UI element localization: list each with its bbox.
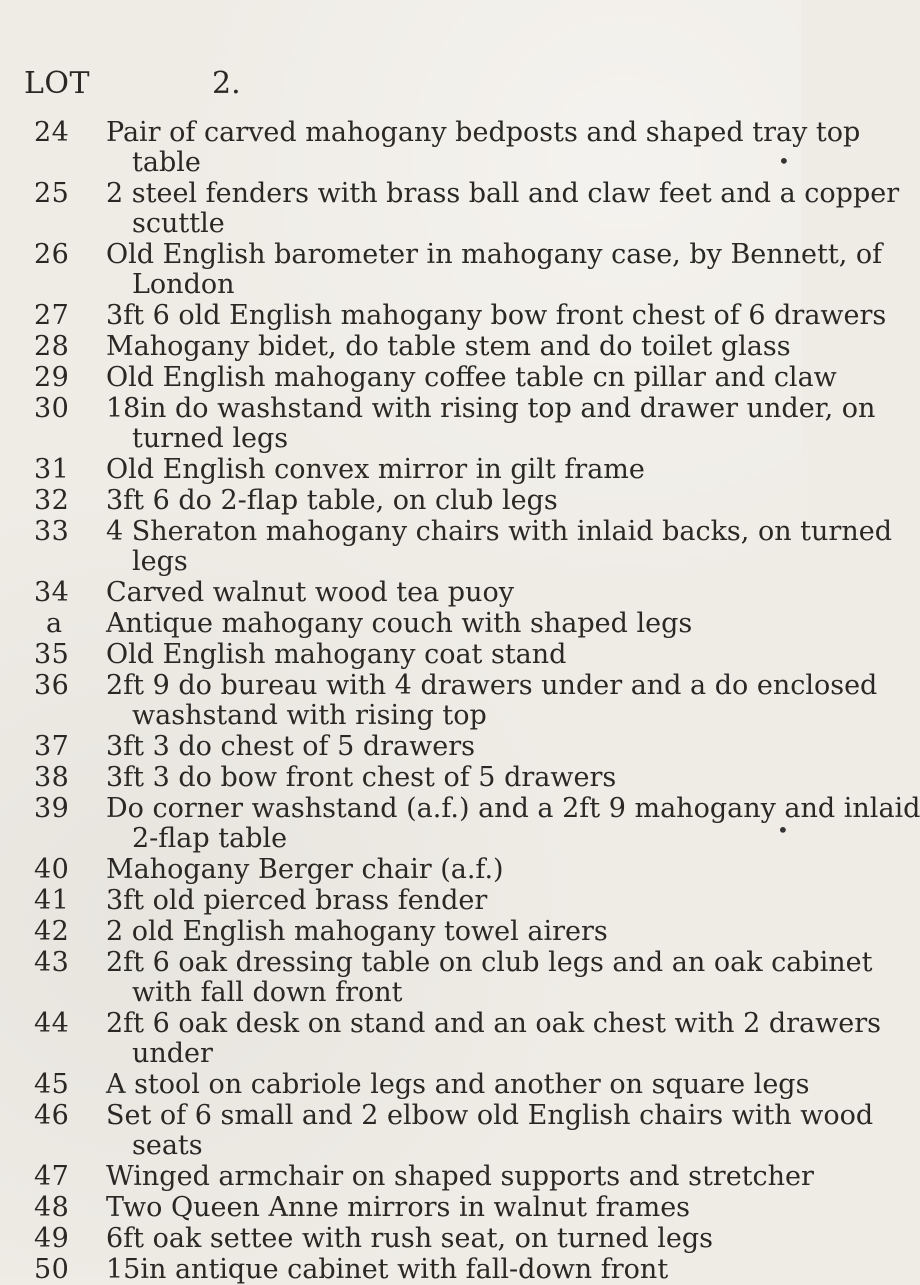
lot-description-line: 15in antique cabinet with fall-down front xyxy=(106,1254,669,1285)
lot-description-line: Old English barometer in mahogany case, by Bennett, of xyxy=(106,239,883,270)
lot-description xyxy=(106,1100,874,1161)
lot-number: 37 xyxy=(34,731,70,762)
lot-description xyxy=(106,793,920,854)
lot-description xyxy=(106,609,761,639)
lot-description-line: Old English mahogany coffee table cn pillar and claw xyxy=(106,362,837,393)
lot-description xyxy=(106,393,876,454)
lot-description-line: 3ft 3 do chest of 5 drawers xyxy=(106,731,475,762)
lot-number: 45 xyxy=(34,1069,70,1100)
lot-description xyxy=(106,117,861,178)
lot-description xyxy=(106,455,761,485)
lot-number: 41 xyxy=(34,885,70,916)
lot-description-line: Two Queen Anne mirrors in walnut frames xyxy=(106,1192,691,1223)
lot-description-line: London xyxy=(132,269,235,300)
lot-description-line: Pair of carved mahogany bedposts and shaped tray top xyxy=(106,117,861,148)
lot-number: 27 xyxy=(34,300,70,331)
lot-description-line: legs xyxy=(132,546,188,577)
lot-description-line: 4 Sheraton mahogany chairs with inlaid backs, on turned xyxy=(106,516,892,547)
lot-description-line: Mahogany bidet, do table stem and do toilet glass xyxy=(106,331,791,362)
lot-description xyxy=(106,1008,881,1069)
lot-description-line: 3ft old pierced brass fender xyxy=(106,885,488,916)
lot-number: 46 xyxy=(34,1100,70,1131)
lot-number: 39 xyxy=(34,793,70,824)
lot-description-line: Do corner washstand (a.f.) and a 2ft 9 mahogany and inlaid xyxy=(106,793,920,824)
lot-number: 48 xyxy=(34,1192,70,1223)
lot-number: 33 xyxy=(34,516,70,547)
lot-description-line: turned legs xyxy=(132,423,289,454)
lot-description-line: 2-flap table xyxy=(132,823,288,854)
lot-description-line: Old English mahogany coat stand xyxy=(106,639,567,670)
lot-number: 28 xyxy=(34,331,70,362)
lot-description xyxy=(106,886,761,916)
lot-description xyxy=(106,917,761,947)
lot-description xyxy=(106,1224,761,1254)
lot-number: 32 xyxy=(34,485,70,516)
lot-description-line: 2 steel fenders with brass ball and claw feet and a copper xyxy=(106,178,900,209)
margin-pencil-mark: • xyxy=(778,149,790,173)
lot-number: 43 xyxy=(34,947,70,978)
lot-number: 47 xyxy=(34,1161,70,1192)
lot-description-line: 3ft 3 do bow front chest of 5 drawers xyxy=(106,762,617,793)
lot-number: 50 xyxy=(34,1254,70,1285)
lot-description-line: 18in do washstand with rising top and drawer under, on xyxy=(106,393,876,424)
lot-description xyxy=(106,1255,761,1285)
lot-description-line: 2 old English mahogany towel airers xyxy=(106,916,608,947)
lot-number: 24 xyxy=(34,117,70,148)
lot-number: 30 xyxy=(34,393,70,424)
lot-description-line: 2ft 9 do bureau with 4 drawers under and a do enclosed xyxy=(106,670,878,701)
lot-description xyxy=(106,1161,814,1192)
lot-number: 38 xyxy=(34,762,70,793)
lot-number: 49 xyxy=(34,1223,70,1254)
lot-description xyxy=(106,362,837,393)
lot-description-line: 3ft 6 do 2-flap table, on club legs xyxy=(106,485,558,516)
lot-number: 36 xyxy=(34,670,70,701)
lot-description xyxy=(106,732,761,762)
lot-number: 34 xyxy=(34,577,70,608)
lot-description xyxy=(106,640,761,670)
lot-column-heading: LOT xyxy=(24,66,91,101)
lot-number: 26 xyxy=(34,239,70,270)
lot-description-line: Winged armchair on shaped supports and stretcher xyxy=(106,1161,814,1192)
lot-description-line: 3ft 6 old English mahogany bow front chest of 6 drawers xyxy=(106,300,887,331)
lot-description-line: Old English convex mirror in gilt frame xyxy=(106,454,645,485)
lot-number: 29 xyxy=(34,362,70,393)
lot-description-line: seats xyxy=(132,1130,203,1161)
lot-description-line: A stool on cabriole legs and another on square legs xyxy=(106,1069,810,1100)
lot-description xyxy=(106,516,892,577)
lot-description-line: Carved walnut wood tea puoy xyxy=(106,577,514,608)
lot-number: 44 xyxy=(34,1008,70,1039)
lot-description xyxy=(106,855,761,885)
lot-description xyxy=(106,300,887,331)
lot-description-line: 2ft 6 oak dressing table on club legs and an oak cabinet xyxy=(106,947,873,978)
lot-description xyxy=(106,763,761,793)
lot-description-line: Set of 6 small and 2 elbow old English chairs with wood xyxy=(106,1100,874,1131)
lot-number: 35 xyxy=(34,639,70,670)
lot-description xyxy=(106,239,883,300)
lot-description-line: scuttle xyxy=(132,208,225,239)
lot-description xyxy=(106,1069,810,1100)
lot-description-line: Mahogany Berger chair (a.f.) xyxy=(106,854,504,885)
lot-description-line: with fall down front xyxy=(132,977,403,1008)
lot-description xyxy=(106,1193,761,1223)
lot-description-line: table xyxy=(132,147,201,178)
lot-number: 40 xyxy=(34,854,70,885)
page-number: 2. xyxy=(212,66,241,101)
lot-description xyxy=(106,578,761,608)
lot-description xyxy=(106,947,873,1008)
lot-description-line: 2ft 6 oak desk on stand and an oak chest with 2 drawers xyxy=(106,1008,881,1039)
lot-description xyxy=(106,486,761,516)
lot-description xyxy=(106,331,791,362)
lot-number: 25 xyxy=(34,178,70,209)
lot-description-line: under xyxy=(132,1038,213,1069)
lot-description-line: Antique mahogany couch with shaped legs xyxy=(106,608,693,639)
lot-description xyxy=(106,178,900,239)
lot-description-line: washstand with rising top xyxy=(132,700,487,731)
lot-description-line: 6ft oak settee with rush seat, on turned legs xyxy=(106,1223,713,1254)
margin-pencil-mark: • xyxy=(777,818,789,842)
lot-number: 42 xyxy=(34,916,70,947)
lot-number: a xyxy=(46,608,63,639)
lot-description xyxy=(106,670,878,731)
lot-number: 31 xyxy=(34,454,70,485)
